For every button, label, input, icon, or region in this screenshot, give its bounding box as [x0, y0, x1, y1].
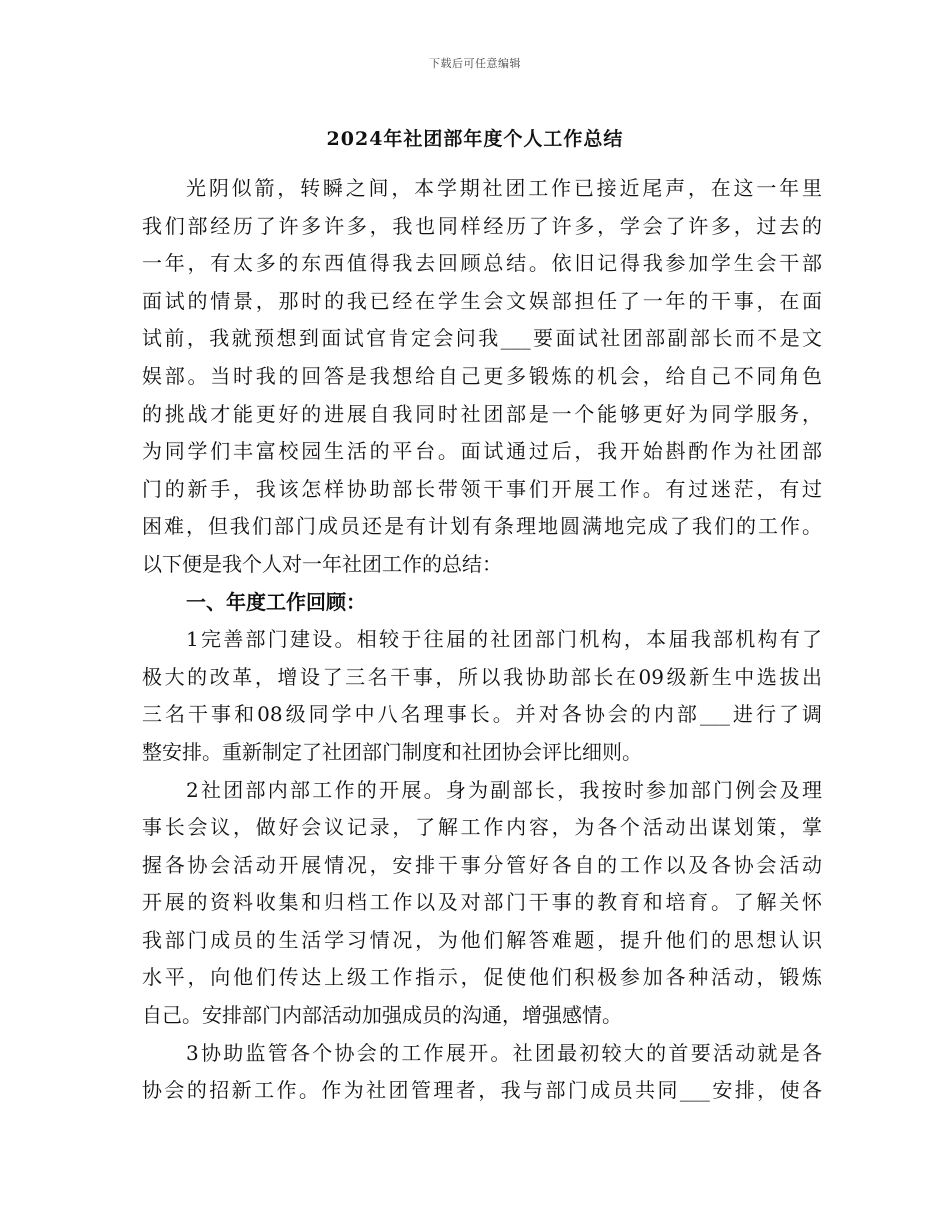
- text-line: 为同学们丰富校园生活的平台。面试通过后，我开始斟酌作为社团部: [142, 439, 822, 464]
- text-line: 困难，但我们部门成员还是有计划有条理地圆满地完成了我们的工作。: [142, 514, 822, 539]
- text-line: 握各协会活动开展情况，安排干事分管好各自的工作以及各协会活动: [142, 852, 822, 877]
- text-line: 一年，有太多的东西值得我去回顾总结。依旧记得我参加学生会干部: [142, 251, 822, 276]
- text-line: 的挑战才能更好的进展自我同时社团部是一个能够更好为同学服务，: [142, 401, 822, 426]
- document-body: [142, 170, 822, 1110]
- text-line: 自己。安排部门内部活动加强成员的沟通，增强感情。: [142, 1003, 622, 1028]
- text-line: 水平，向他们传达上级工作指示，促使他们积极参加各种活动，锻炼: [142, 965, 822, 990]
- text-line: 2社团部内部工作的开展。身为副部长，我按时参加部门例会及理: [186, 777, 822, 802]
- text-line: 面试的情景，那时的我已经在学生会文娱部担任了一年的干事，在面: [142, 288, 822, 313]
- page-header-note: 下载后可任意编辑: [429, 57, 521, 70]
- text-line: 开展的资料收集和归档工作以及对部门干事的教育和培育。了解关怀: [142, 890, 822, 915]
- section-heading: 一、年度工作回顾：: [186, 589, 366, 614]
- text-line: 娱部。当时我的回答是我想给自己更多锻炼的机会，给自己不同角色: [142, 363, 822, 388]
- document-title: 2024年社团部年度个人工作总结: [326, 128, 624, 150]
- text-line: 光阴似箭，转瞬之间，本学期社团工作已接近尾声，在这一年里: [186, 176, 822, 200]
- text-line: 1完善部门建设。相较于往届的社团部门机构，本届我部机构有了: [186, 627, 822, 652]
- text-line: 3协助监管各个协会的工作展开。社团最初较大的首要活动就是各: [186, 1040, 822, 1065]
- text-line: 协会的招新工作。作为社团管理者，我与部门成员共同___安排，使各: [142, 1078, 822, 1103]
- text-line: 极大的改革，增设了三名干事，所以我协助部长在09级新生中选拔出: [142, 664, 822, 689]
- text-line: 三名干事和08级同学中八名理事长。并对各协会的内部___进行了调: [142, 702, 822, 727]
- text-line: 门的新手，我该怎样协助部长带领干事们开展工作。有过迷茫，有过: [142, 476, 822, 501]
- text-line: 整安排。重新制定了社团部门制度和社团协会评比细则。: [142, 739, 642, 764]
- text-line: 以下便是我个人对一年社团工作的总结：: [142, 551, 502, 576]
- text-line: 事长会议，做好会议记录，了解工作内容，为各个活动出谋划策，掌: [142, 815, 822, 840]
- text-line: 我部门成员的生活学习情况，为他们解答难题，提升他们的思想认识: [142, 927, 822, 952]
- text-line: 试前，我就预想到面试官肯定会问我___要面试社团部副部长而不是文: [142, 326, 822, 351]
- text-line: 我们部经历了许多许多，我也同样经历了许多，学会了许多，过去的: [142, 213, 822, 238]
